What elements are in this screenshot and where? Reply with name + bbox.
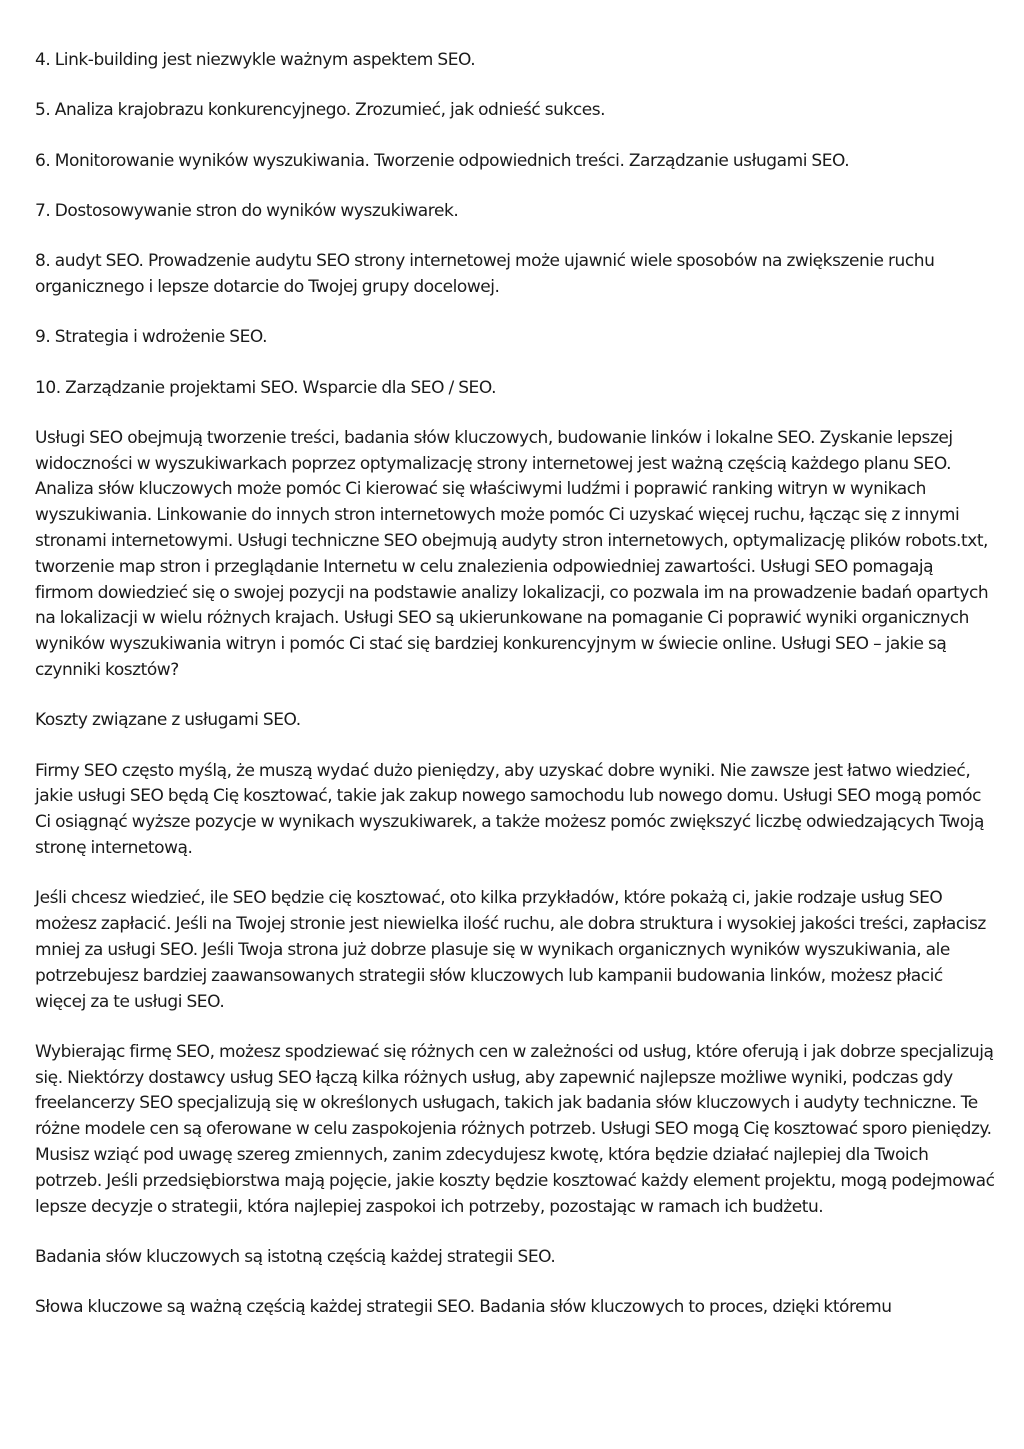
list-item-9: 9. Strategia i wdrożenie SEO.: [35, 327, 268, 348]
list-item-7: 7. Dostosowywanie stron do wyników wyszukiwarek.: [35, 200, 459, 221]
list-item-6: 6. Monitorowanie wyników wyszukiwania. Tworzenie odpowiednich treści. Zarządzanie usługami SEO.: [35, 150, 850, 171]
paragraph-seo-firms: Firmy SEO często myślą, że muszą wydać dużo pieniędzy, aby uzyskać dobre wyniki. Nie zawsze jest łatwo wiedzieć, jakie usługi SEO będą Cię kosztować, takie jak zakup nowego samochodu lub nowego domu. Usługi SEO mogą pomóc Ci osiągnąć wyższe pozycje w wynikach wyszukiwarek, a także możesz pomóc zwiększyć liczbę odwiedzających Twoją stronę internetową.: [35, 760, 984, 859]
list-item-8: 8. audyt SEO. Prowadzenie audytu SEO strony internetowej może ujawnić wiele sposobów na zwiększenie ruchu organicznego i lepsze dotarcie do Twojej grupy docelowej.: [35, 251, 935, 297]
list-item-10: 10. Zarządzanie projektami SEO. Wsparcie dla SEO / SEO.: [35, 377, 497, 398]
list-item-5: 5. Analiza krajobrazu konkurencyjnego. Zrozumieć, jak odnieść sukces.: [35, 100, 606, 121]
document-body: [35, 48, 995, 1321]
paragraph-choosing-firm: Wybierając firmę SEO, możesz spodziewać się różnych cen w zależności od usług, które oferują i jak dobrze specjalizują się. Niektórzy dostawcy usług SEO łączą kilka różnych usług, aby zapewnić najlepsze możliwe wyniki, podczas gdy freelancerzy SEO specjalizują się w określonych usługach, takich jak badania słów kluczowych i audyty techniczne. Te różne modele cen są oferowane w celu zaspokojenia różnych potrzeb. Usługi SEO mogą Cię kosztować sporo pieniędzy. Musisz wziąć pod uwagę szereg zmiennych, zanim zdecydujesz kwotę, która będzie działać najlepiej dla Twoich potrzeb. Jeśli przedsiębiorstwa mają pojęcie, jakie koszty będzie kosztować każdy element projektu, mogą podejmować lepsze decyzje o strategii, która najlepiej zaspokoi ich potrzeby, pozostając w ramach ich budżetu.: [35, 1041, 995, 1217]
paragraph-keyword-research: Badania słów kluczowych są istotną częścią każdej strategii SEO.: [35, 1246, 556, 1267]
paragraph-cost-examples: Jeśli chcesz wiedzieć, ile SEO będzie cię kosztować, oto kilka przykładów, które pokażą ci, jakie rodzaje usług SEO możesz zapłacić. Jeśli na Twojej stronie jest niewielka ilość ruchu, ale dobra struktura i wysokiej jakości treści, zapłacisz mniej za usługi SEO. Jeśli Twoja strona już dobrze plasuje się w wynikach organicznych wyników wyszukiwania, ale potrzebujesz bardziej zaawansowanych strategii słów kluczowych lub kampanii budowania linków, możesz płacić więcej za te usługi SEO.: [35, 888, 986, 1012]
paragraph-seo-services: Usługi SEO obejmują tworzenie treści, badania słów kluczowych, budowanie linków i lokalne SEO. Zyskanie lepszej widoczności w wyszukiwarkach poprzez optymalizację strony internetowej jest ważną częścią każdego planu SEO. Analiza słów kluczowych może pomóc Ci kierować się właściwymi ludźmi i poprawić ranking witryn w wynikach wyszukiwania. Linkowanie do innych stron internetowych może pomóc Ci uzyskać więcej ruchu, łącząc się z innymi stronami internetowymi. Usługi techniczne SEO obejmują audyty stron internetowych, optymalizację plików robots.txt, tworzenie map stron i przeglądanie Internetu w celu znalezienia odpowiedniej zawartości. Usługi SEO pomagają firmom dowiedzieć się o swojej pozycji na podstawie analizy lokalizacji, co pozwala im na prowadzenie badań opartych na lokalizacji w wielu różnych krajach. Usługi SEO są ukierunkowane na pomaganie Ci poprawić wyniki organicznych wyników wyszukiwania witryn i pomóc Ci stać się bardziej konkurencyjnym w świecie online. Usługi SEO – jakie są czynniki kosztów?: [35, 427, 989, 681]
paragraph-keywords: Słowa kluczowe są ważną częścią każdej strategii SEO. Badania słów kluczowych to proces, dzięki któremu: [35, 1297, 892, 1318]
list-item-4: 4. Link-building jest niezwykle ważnym aspektem SEO.: [35, 50, 476, 70]
paragraph-costs-heading: Koszty związane z usługami SEO.: [35, 710, 301, 731]
